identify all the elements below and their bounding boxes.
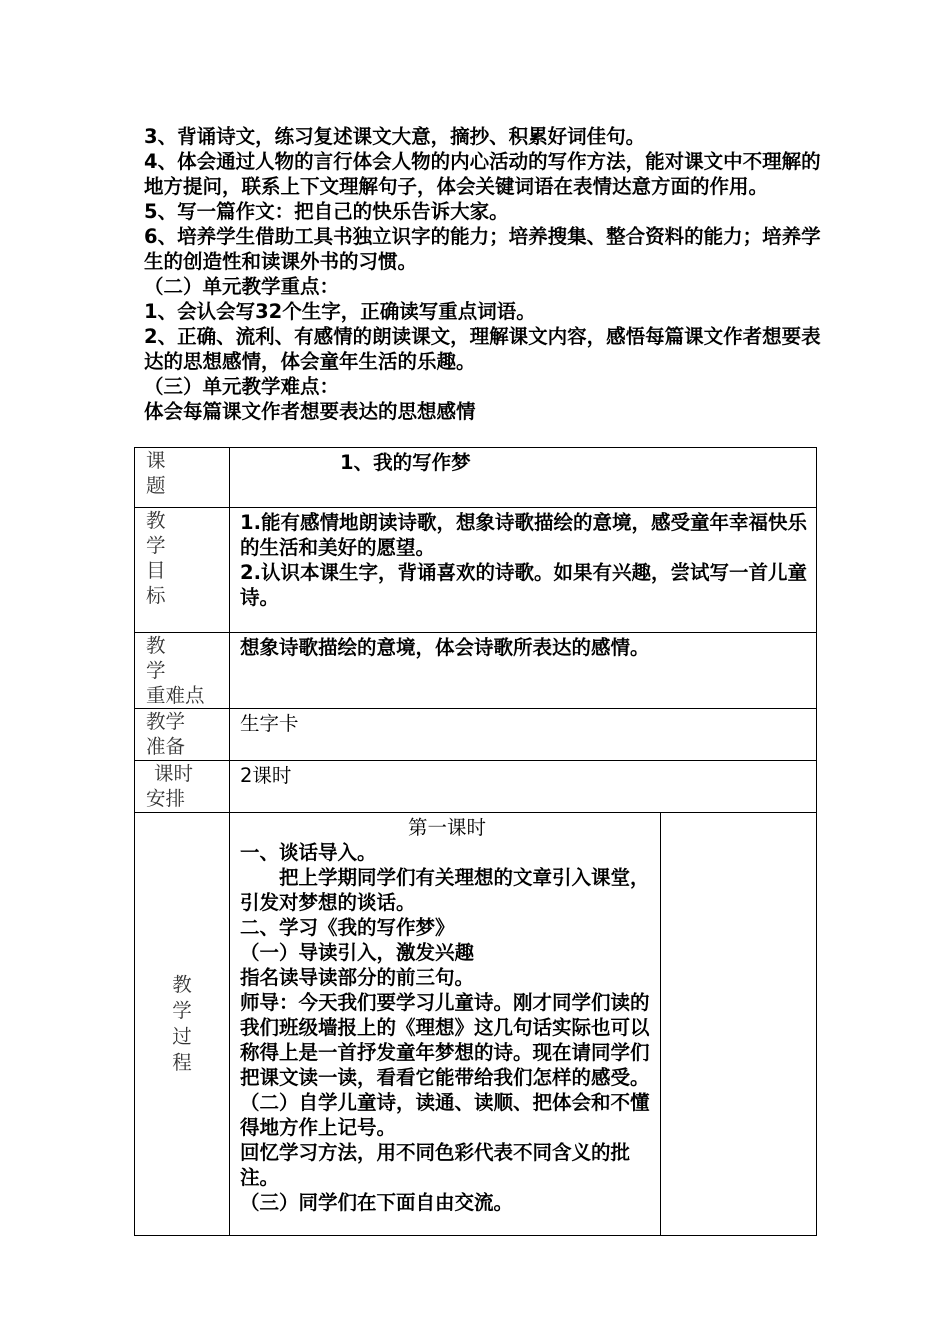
intro-line: 5、写一篇作文：把自己的快乐告诉大家。 xyxy=(144,200,509,223)
topic-label: 课 题 xyxy=(135,448,230,508)
schedule-text: 2课时 xyxy=(240,764,292,787)
unit-objectives xyxy=(144,124,824,424)
process-cell xyxy=(230,813,661,1236)
preparation-cell xyxy=(230,709,817,761)
key-points-text: 想象诗歌描绘的意境，体会诗歌所表达的感情。 xyxy=(240,636,650,659)
schedule-cell xyxy=(230,761,817,813)
goal-item: 1.能有感情地朗读诗歌，想象诗歌描绘的意境，感受童年幸福快乐的生活和美好的愿望。 xyxy=(240,511,807,559)
notes-cell xyxy=(661,813,817,1236)
topic-row xyxy=(135,448,817,508)
process-step: 师导：今天我们要学习儿童诗。刚才同学们读的我们班级墙报上的《理想》这几句话实际也可以称得上是一首抒发童年梦想的诗。现在请同学们把课文读一读，看看它能带给我们怎样的感受。 xyxy=(240,991,650,1089)
process-step: （二）自学儿童诗，读通、读顺、把体会和不懂得地方作上记号。 xyxy=(240,1091,650,1139)
intro-line: 体会每篇课文作者想要表达的思想感情 xyxy=(144,400,476,423)
intro-line: 6、培养学生借助工具书独立识字的能力；培养搜集、整合资料的能力；培养学生的创造性和读课外书的习惯。 xyxy=(144,225,821,273)
process-row xyxy=(135,813,817,1236)
intro-line: 3、背诵诗文，练习复述课文大意，摘抄、积累好词佳句。 xyxy=(144,125,646,148)
key-points-row xyxy=(135,633,817,709)
section-heading-difficulties: （三）单元教学难点： xyxy=(144,375,340,398)
session-title: 第一课时 xyxy=(407,816,486,839)
process-step: 回忆学习方法，用不同色彩代表不同含义的批注。 xyxy=(240,1141,631,1189)
lesson-title: 1、我的写作梦 xyxy=(340,451,471,474)
process-step: 把上学期同学们有关理想的文章引入课堂，引发对梦想的谈话。 xyxy=(240,866,650,914)
goals-label: 教 学 目 标 xyxy=(135,508,230,633)
preparation-text: 生字卡 xyxy=(240,712,299,735)
lesson-plan-table xyxy=(134,447,817,1236)
process-step: （三）同学们在下面自由交流。 xyxy=(240,1191,514,1214)
process-step: （一）导读引入，激发兴趣 xyxy=(240,941,475,964)
intro-line: 4、体会通过人物的言行体会人物的内心活动的写作方法，能对课文中不理解的地方提问，联系上下文理解句子，体会关键词语在表情达意方面的作用。 xyxy=(144,150,821,198)
goals-row xyxy=(135,508,817,633)
key-points-cell xyxy=(230,633,817,709)
goal-item: 2.认识本课生字，背诵喜欢的诗歌。如果有兴趣，尝试写一首儿童诗。 xyxy=(240,561,807,609)
process-step: 二、学习《我的写作梦》 xyxy=(240,916,455,939)
preparation-row xyxy=(135,709,817,761)
section-heading-key-points: （二）单元教学重点： xyxy=(144,275,340,298)
process-step: 一、谈话导入。 xyxy=(240,841,377,864)
process-label: 教 学 过 程 xyxy=(135,813,230,1236)
process-step: 指名读导读部分的前三句。 xyxy=(240,966,475,989)
intro-line: 1、会认会写32个生字，正确读写重点词语。 xyxy=(144,300,536,323)
schedule-label: 课时 安排 xyxy=(135,761,230,813)
key-points-label: 教 学 重难点 xyxy=(135,633,230,709)
topic-cell xyxy=(230,448,817,508)
schedule-row xyxy=(135,761,817,813)
preparation-label: 教学 准备 xyxy=(135,709,230,761)
intro-line: 2、正确、流利、有感情的朗读课文，理解课文内容，感悟每篇课文作者想要表达的思想感情，体会童年生活的乐趣。 xyxy=(144,325,821,373)
goals-cell xyxy=(230,508,817,633)
